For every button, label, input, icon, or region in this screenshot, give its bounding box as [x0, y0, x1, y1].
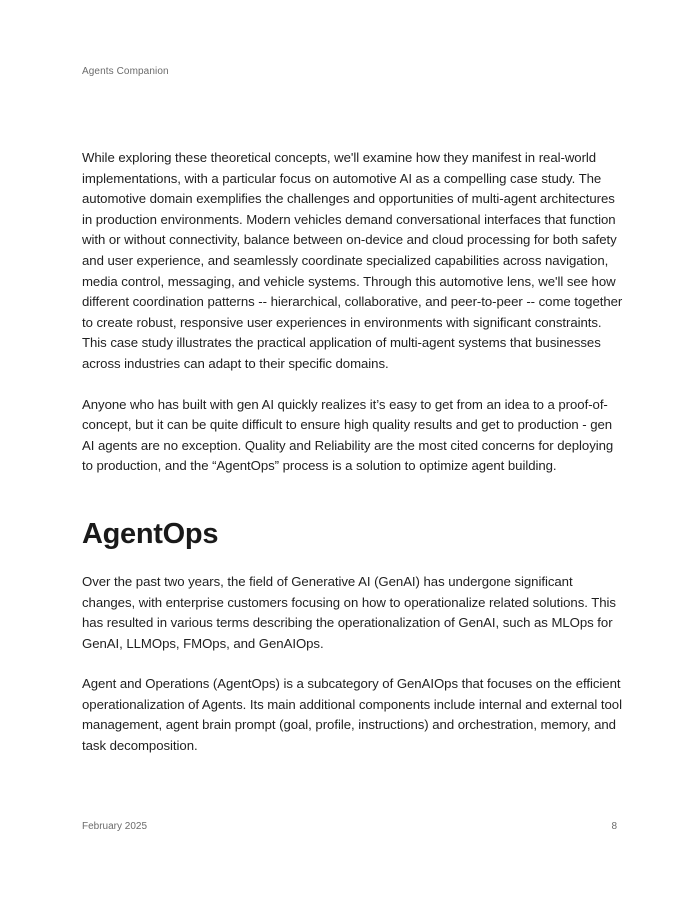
document-header-title: Agents Companion [82, 66, 169, 77]
body-paragraph: Agent and Operations (AgentOps) is a subcategory of GenAIOps that focuses on the efficient operationalization of Agents. Its main additional components include internal and external tool management, agent brain prompt (goal, profile, instructions) and orchestration, memory, and task decomposition. [82, 676, 622, 754]
section-heading: AgentOps [82, 517, 219, 550]
body-paragraph: Anyone who has built with gen AI quickly realizes it’s easy to get from an idea to a proof-of-concept, but it can be quite difficult to ensure high quality results and get to production - gen AI agents are no exception. Quality and Reliability are the most cited concerns for deploying to production, and the “AgentOps” process is a solution to optimize agent building. [82, 396, 614, 474]
footer-date: February 2025 [82, 821, 148, 832]
document-body [82, 148, 624, 757]
body-paragraph: While exploring these theoretical concepts, we'll examine how they manifest in real-world implementations, with a particular focus on automotive AI as a compelling case study. The automotive domain exemplifies the challenges and opportunities of multi-agent architectures in production environments. Modern vehicles demand conversational interfaces that function with or without connectivity, balance between on-device and cloud processing for both safety and user experience, and seamlessly coordinate specialized capabilities across navigation, media control, messaging, and vehicle systems. Through this automotive lens, we'll see how different coordination patterns -- hierarchical, collaborative, and peer-to-peer -- come together to create robust, responsive user experiences in environments with significant constraints. This case study illustrates the practical application of multi-agent systems that businesses across industries can adapt to their specific domains. [82, 150, 623, 371]
body-paragraph: Over the past two years, the field of Generative AI (GenAI) has undergone significant changes, with enterprise customers focusing on how to operationalize related solutions. This has resulted in various terms describing the operationalization of GenAI, such as MLOps for GenAI, LLMOps, FMOps, and GenAIOps. [82, 573, 616, 651]
page-number: 8 [611, 821, 617, 832]
